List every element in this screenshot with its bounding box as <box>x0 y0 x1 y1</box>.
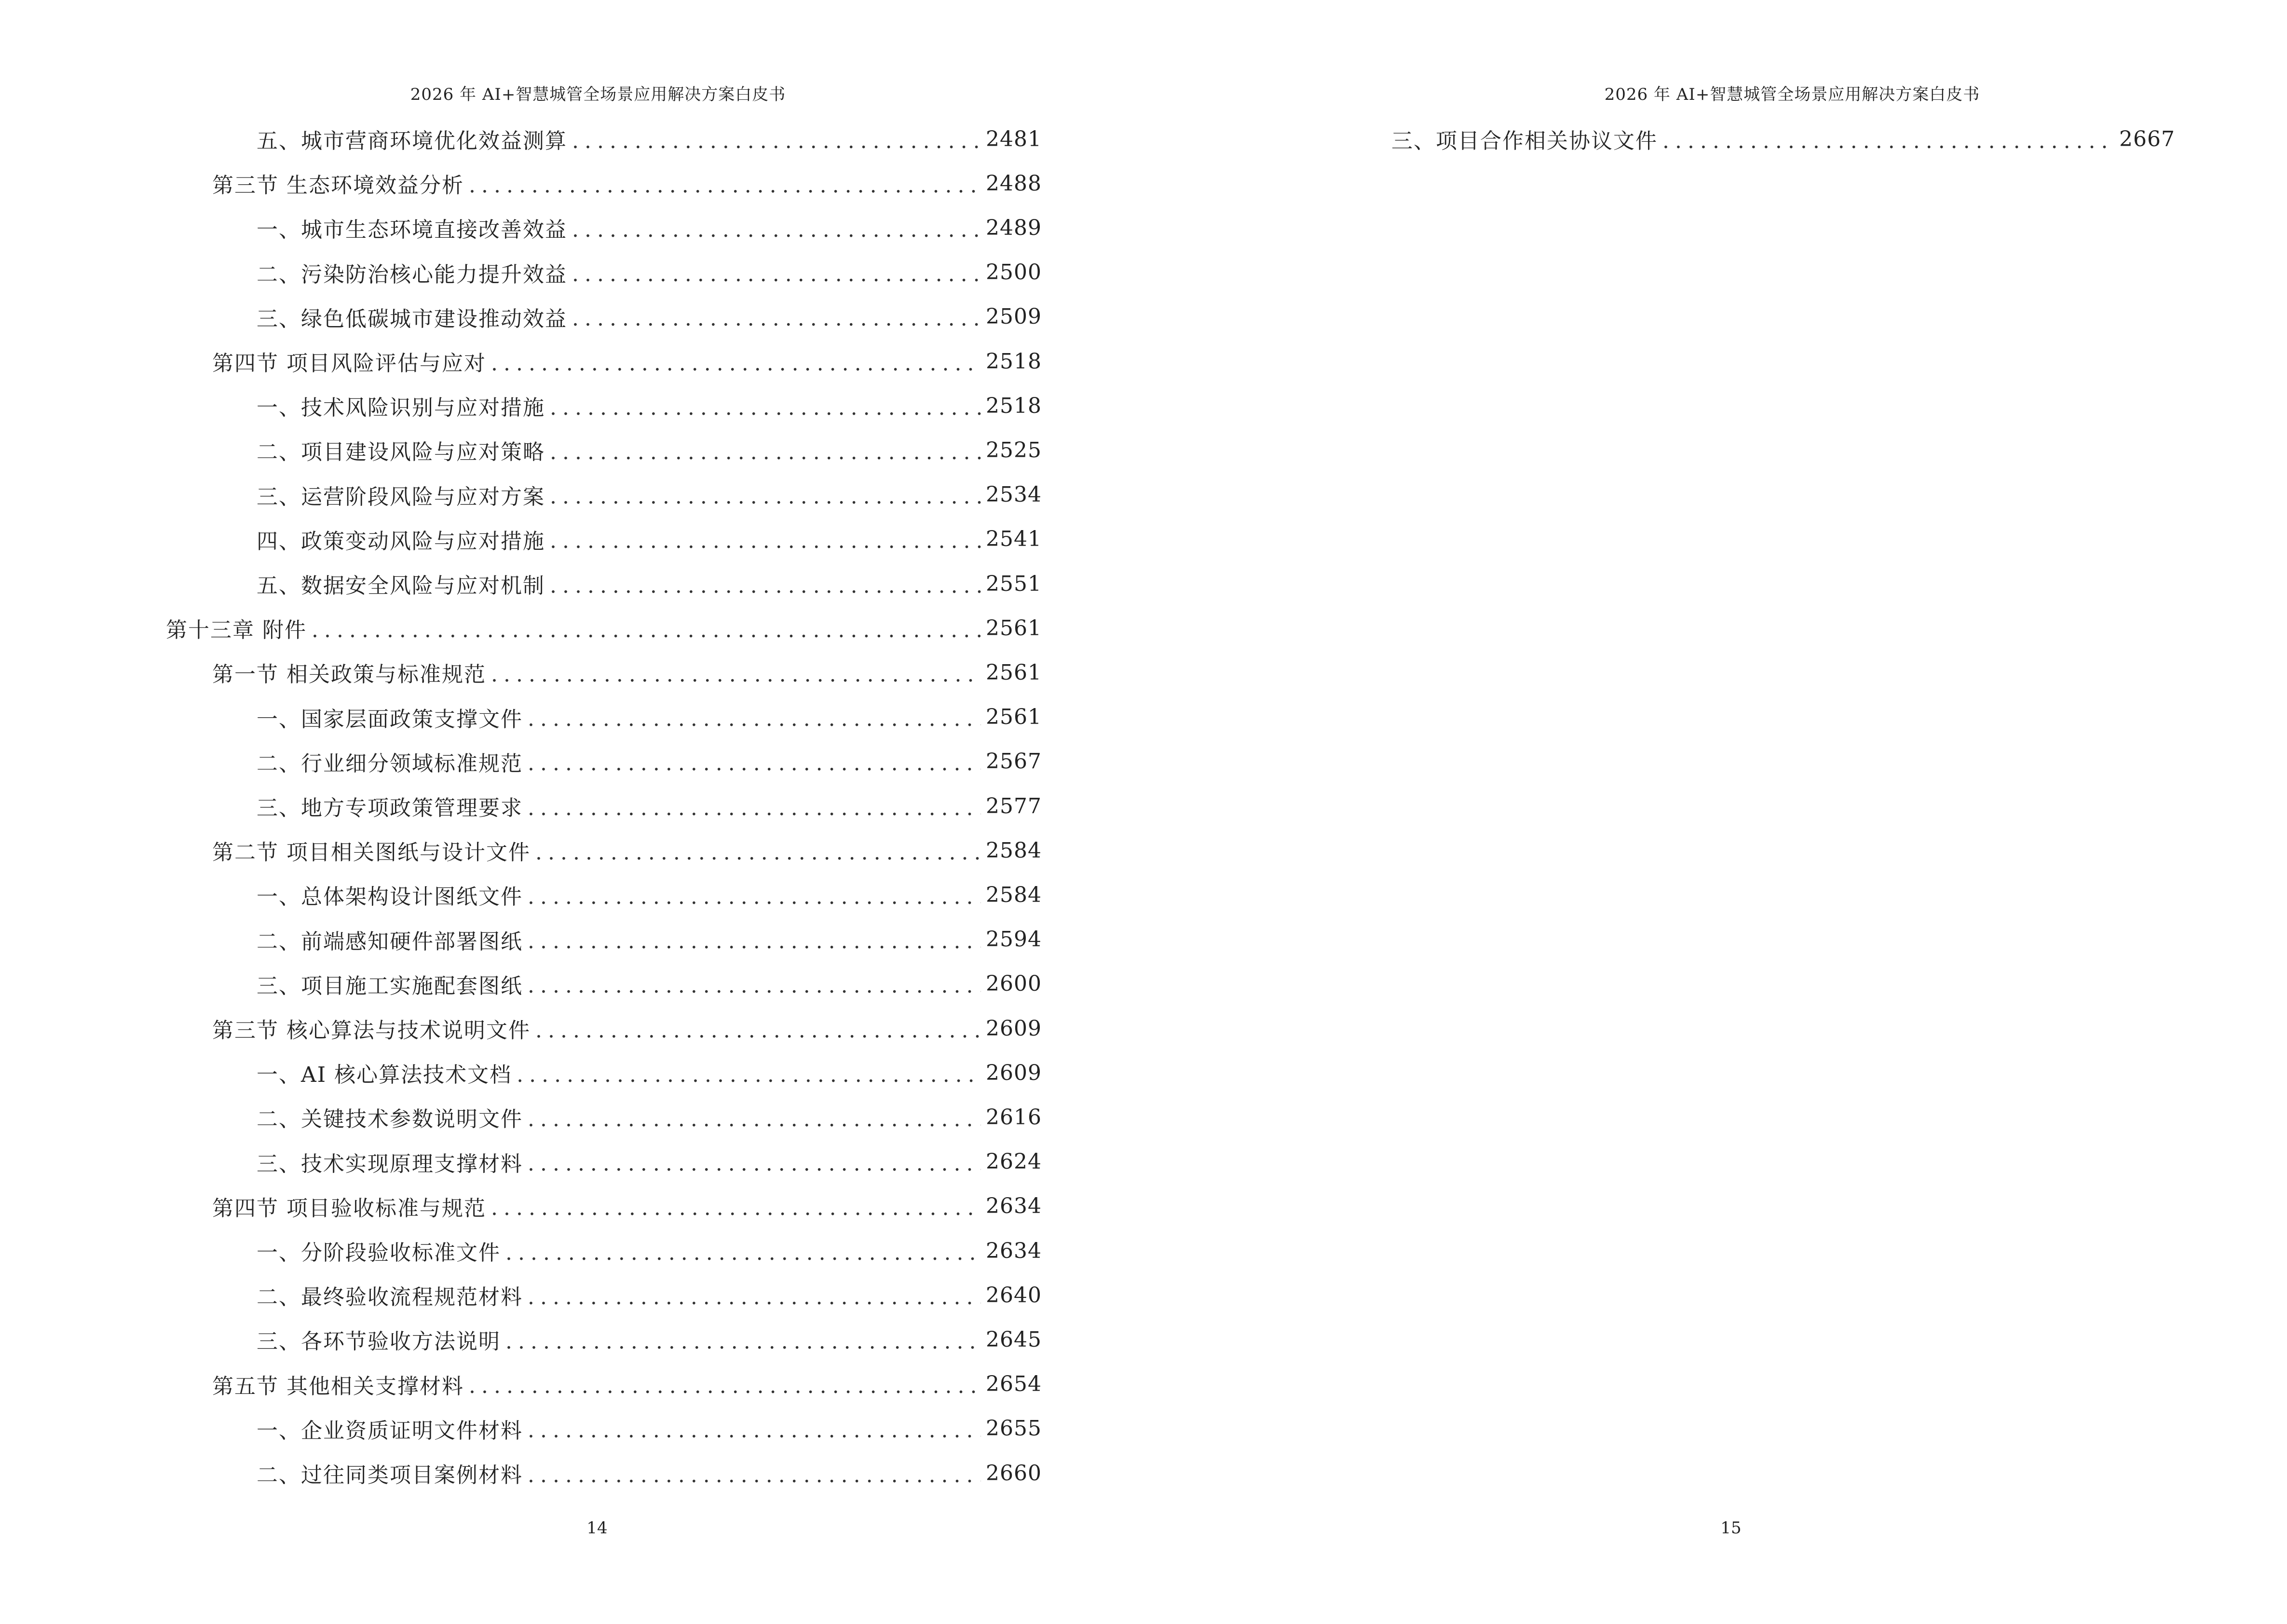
toc-entry-title: 三、项目施工实施配套图纸 <box>257 973 523 998</box>
toc-entry-page-number: 2645 <box>986 1327 1042 1352</box>
dot-leader <box>517 1063 981 1087</box>
toc-entry-page-number: 2534 <box>986 482 1042 507</box>
toc-entry-page-number: 2655 <box>986 1416 1042 1441</box>
dot-leader <box>550 529 981 553</box>
toc-entry-title: 二、行业细分领域标准规范 <box>257 751 523 776</box>
toc-entry[interactable] <box>212 1187 1042 1226</box>
toc-entry[interactable] <box>257 698 1042 737</box>
toc-entry-title: 三、项目合作相关协议文件 <box>1391 129 1658 153</box>
toc-entry-page-number: 2551 <box>986 571 1042 596</box>
toc-entry[interactable] <box>257 120 1042 158</box>
dot-leader <box>491 351 981 376</box>
toc-entry[interactable] <box>257 253 1042 292</box>
toc-entry[interactable] <box>257 431 1042 469</box>
toc-entry[interactable] <box>257 208 1042 247</box>
toc-entry-title: 五、城市营商环境优化效益测算 <box>257 129 567 153</box>
toc-entry-title: 五、数据安全风险与应对机制 <box>257 573 545 598</box>
dot-leader <box>491 662 981 687</box>
toc-entry-title: 一、总体架构设计图纸文件 <box>257 885 523 910</box>
dot-leader <box>469 1374 981 1398</box>
toc-entry-page-number: 2561 <box>986 615 1042 641</box>
toc-entry-page-number: 2500 <box>986 260 1042 285</box>
dot-leader <box>528 885 981 909</box>
dot-leader <box>572 306 981 331</box>
toc-entry-title: 三、技术实现原理支撑材料 <box>257 1151 523 1176</box>
toc-entry-page-number: 2660 <box>986 1460 1042 1486</box>
toc-entry[interactable] <box>212 1009 1042 1048</box>
dot-leader <box>469 173 981 198</box>
toc-entry[interactable] <box>257 965 1042 1003</box>
dot-leader <box>505 1241 981 1265</box>
toc-entry-title: 第四节 项目验收标准与规范 <box>212 1196 486 1221</box>
toc-entry-page-number: 2634 <box>986 1194 1042 1219</box>
toc-entry-title: 二、前端感知硬件部署图纸 <box>257 929 523 954</box>
toc-entry-page-number: 2624 <box>986 1149 1042 1174</box>
dot-leader <box>528 1463 981 1488</box>
toc-entry[interactable] <box>257 787 1042 825</box>
toc-entry-page-number: 2616 <box>986 1105 1042 1130</box>
toc-entry-title: 三、地方专项政策管理要求 <box>257 796 523 820</box>
right-page <box>1144 0 2287 1624</box>
toc-entry-title: 四、政策变动风险与应对措施 <box>257 529 545 554</box>
toc-entry[interactable] <box>257 875 1042 914</box>
dot-leader <box>528 973 981 998</box>
toc-entry[interactable] <box>257 1409 1042 1448</box>
toc-entry-title: 三、绿色低碳城市建设推动效益 <box>257 306 567 331</box>
toc-entry[interactable] <box>257 298 1042 336</box>
dot-leader <box>528 796 981 820</box>
toc-entry-page-number: 2584 <box>986 838 1042 863</box>
dot-leader <box>491 1196 981 1220</box>
toc-entry-page-number: 2509 <box>986 304 1042 329</box>
toc-entry-title: 二、最终验收流程规范材料 <box>257 1285 523 1310</box>
toc-entry-page-number: 2561 <box>986 660 1042 685</box>
toc-entry[interactable] <box>212 342 1042 381</box>
toc-entry-page-number: 2567 <box>986 749 1042 774</box>
toc-entry[interactable] <box>212 831 1042 870</box>
toc-entry-title: 一、AI 核心算法技术文档 <box>257 1063 512 1088</box>
toc-entry-page-number: 2600 <box>986 971 1042 996</box>
dot-leader <box>505 1329 981 1354</box>
dot-leader <box>528 1285 981 1310</box>
toc-entry[interactable] <box>257 1143 1042 1181</box>
toc-entry-page-number: 2488 <box>986 171 1042 196</box>
toc-entry-title: 三、运营阶段风险与应对方案 <box>257 484 545 509</box>
toc-entry-page-number: 2541 <box>986 527 1042 552</box>
running-header: 2026 年 AI+智慧城管全场景应用解决方案白皮书 <box>410 85 786 104</box>
toc-entry-page-number: 2561 <box>986 705 1042 730</box>
page-number: 14 <box>586 1518 608 1538</box>
toc-entry[interactable] <box>257 1098 1042 1136</box>
toc-entry[interactable] <box>257 1231 1042 1270</box>
toc-entry[interactable] <box>166 609 1042 647</box>
toc-entry-title: 二、关键技术参数说明文件 <box>257 1107 523 1132</box>
dot-leader <box>550 484 981 509</box>
toc-entry-page-number: 2577 <box>986 793 1042 819</box>
running-header: 2026 年 AI+智慧城管全场景应用解决方案白皮书 <box>1604 85 1980 104</box>
toc-entry[interactable] <box>257 476 1042 514</box>
toc-entry-page-number: 2584 <box>986 882 1042 907</box>
toc-entry-title: 第十三章 附件 <box>166 618 307 643</box>
toc-entry-title: 第三节 核心算法与技术说明文件 <box>212 1018 531 1043</box>
dot-leader <box>550 440 981 464</box>
toc-entry-title: 一、企业资质证明文件材料 <box>257 1418 523 1443</box>
dot-leader <box>550 396 981 420</box>
toc-entry[interactable] <box>212 653 1042 692</box>
toc-entry[interactable] <box>212 164 1042 203</box>
toc-entry[interactable] <box>257 1276 1042 1314</box>
dot-leader <box>528 929 981 954</box>
toc-entry[interactable] <box>257 1053 1042 1092</box>
toc-entry[interactable] <box>212 1365 1042 1404</box>
toc-entry-title: 第五节 其他相关支撑材料 <box>212 1374 464 1399</box>
toc-entry-page-number: 2667 <box>2119 126 2175 151</box>
dot-leader <box>550 573 981 598</box>
toc-entry-title: 第二节 项目相关图纸与设计文件 <box>212 840 531 865</box>
toc-entry-page-number: 2654 <box>986 1372 1042 1397</box>
toc-entry[interactable] <box>257 386 1042 425</box>
dot-leader <box>1662 129 2114 153</box>
toc-entry[interactable] <box>257 1320 1042 1359</box>
toc-entry-title: 二、过往同类项目案例材料 <box>257 1463 523 1488</box>
dot-leader <box>528 1151 981 1176</box>
toc-entry-title: 二、项目建设风险与应对策略 <box>257 440 545 465</box>
toc-entry-page-number: 2609 <box>986 1016 1042 1041</box>
toc-entry-page-number: 2640 <box>986 1283 1042 1308</box>
toc-entry-page-number: 2634 <box>986 1238 1042 1263</box>
toc-entry-title: 三、各环节验收方法说明 <box>257 1329 501 1354</box>
dot-leader <box>528 707 981 731</box>
toc-entry-page-number: 2518 <box>986 349 1042 374</box>
toc-entry-page-number: 2609 <box>986 1060 1042 1085</box>
dot-leader <box>528 751 981 776</box>
dot-leader <box>312 618 981 642</box>
toc-entry-title: 二、污染防治核心能力提升效益 <box>257 262 567 287</box>
dot-leader <box>535 1018 981 1043</box>
dot-leader <box>535 840 981 865</box>
toc-entry-title: 第三节 生态环境效益分析 <box>212 173 464 198</box>
toc-entry-page-number: 2594 <box>986 927 1042 952</box>
toc-entry-title: 第一节 相关政策与标准规范 <box>212 662 486 687</box>
dot-leader <box>572 218 981 242</box>
toc-entry-title: 一、城市生态环境直接改善效益 <box>257 218 567 243</box>
dot-leader <box>528 1107 981 1132</box>
toc-entry[interactable] <box>257 742 1042 781</box>
dot-leader <box>572 262 981 287</box>
toc-entry-page-number: 2518 <box>986 393 1042 418</box>
toc-entry-page-number: 2525 <box>986 437 1042 463</box>
toc-entry-page-number: 2481 <box>986 126 1042 151</box>
toc-entry-title: 一、国家层面政策支撑文件 <box>257 707 523 732</box>
toc-entry[interactable] <box>257 920 1042 959</box>
toc-entry-page-number: 2489 <box>986 215 1042 240</box>
toc-entry-title: 一、技术风险识别与应对措施 <box>257 396 545 421</box>
toc-entry-title: 第四节 项目风险评估与应对 <box>212 351 486 376</box>
toc-entry[interactable] <box>257 520 1042 559</box>
toc-entry[interactable] <box>1391 120 2175 158</box>
page-number: 15 <box>1720 1518 1742 1538</box>
toc-entry[interactable] <box>257 1454 1042 1492</box>
dot-leader <box>572 129 981 153</box>
toc-entry-title: 一、分阶段验收标准文件 <box>257 1241 501 1265</box>
dot-leader <box>528 1418 981 1443</box>
toc-entry[interactable] <box>257 564 1042 603</box>
